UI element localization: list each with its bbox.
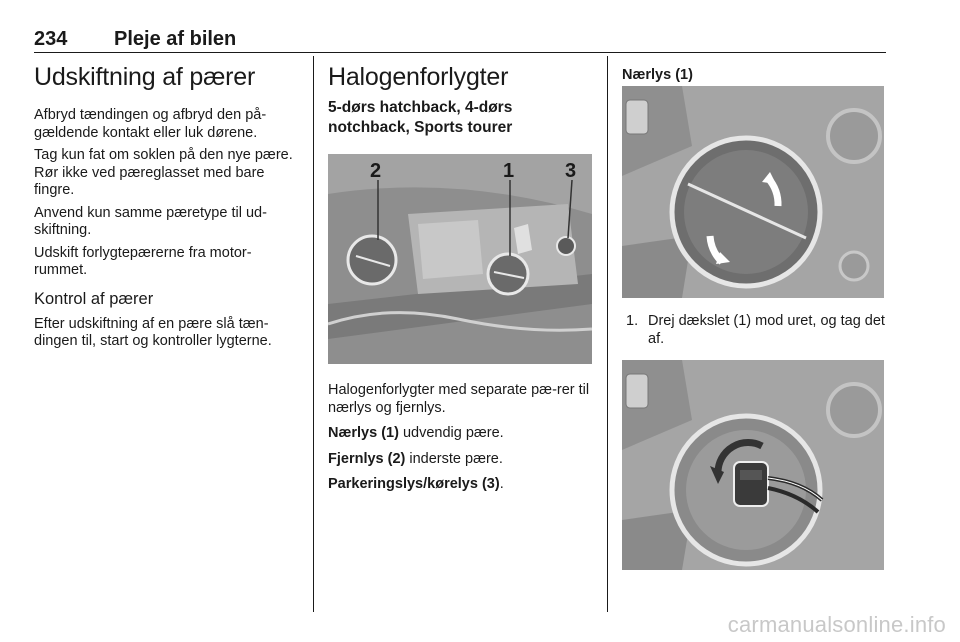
item-high-beam — [328, 451, 594, 469]
subheading-bulb-check: Kontrol af pærer — [34, 289, 154, 308]
item-text: . — [499, 476, 504, 492]
paragraph: Afbryd tændingen og afbryd den på-gældende kontakt eller luk dørene. — [34, 107, 267, 141]
cover-removal-figure — [622, 86, 884, 298]
column-divider — [607, 56, 608, 612]
headlight-illustration — [328, 154, 592, 364]
figure-label-2: 2 — [370, 160, 382, 182]
item-parking-light — [328, 476, 594, 494]
cover-illustration — [622, 86, 884, 298]
paragraph: Efter udskiftning af en pære slå tæn-dingen til, start og kontroller lygterne. — [34, 315, 272, 349]
figure-label-1: 1 — [503, 160, 515, 182]
figure-caption: Halogenforlygter med separate pæ-rer til nærlys og fjernlys. — [328, 382, 590, 416]
watermark-text: carmanualsonline.info — [727, 612, 946, 637]
section-title: Pleje af bilen — [114, 28, 237, 50]
low-beam-label: Nærlys (1) — [622, 67, 693, 83]
page-number: 234 — [34, 28, 68, 50]
page-header — [34, 26, 886, 53]
item-label: Fjernlys (2) — [328, 450, 406, 467]
column-low-beam — [622, 62, 886, 570]
step-1 — [622, 312, 886, 348]
item-label: Parkeringslys/kørelys (3) — [328, 476, 500, 492]
step-number: 1. — [626, 313, 639, 329]
item-low-beam — [328, 425, 594, 443]
item-text: inderste pære. — [405, 450, 503, 467]
paragraph: Tag kun fat om soklen på den nye pære. Rør ikke ved pæreglasset med bare fingre. — [34, 147, 293, 198]
paragraph: Udskift forlygtepærerne fra motor-rummet. — [34, 244, 252, 278]
figure-label-3: 3 — [565, 160, 577, 182]
column-bulb-replacement — [34, 62, 302, 356]
step-text: Drej dækslet (1) mod uret, og tag det af. — [648, 313, 885, 347]
column-divider — [313, 56, 314, 612]
item-label: Nærlys (1) — [328, 425, 399, 441]
subheading-body-types: 5-dørs hatchback, 4-dørs notchback, Sports tourer — [328, 99, 513, 136]
connector-illustration — [622, 360, 884, 570]
column-halogen-headlights — [328, 62, 594, 499]
heading-bulb-replacement: Udskiftning af pærer — [34, 63, 256, 91]
item-text: udvendig pære. — [398, 425, 504, 441]
paragraph: Anvend kun samme pæretype til ud-skiftning. — [34, 204, 267, 238]
heading-halogen: Halogenforlygter — [328, 63, 509, 91]
connector-figure — [622, 360, 884, 570]
headlight-overview-figure — [328, 154, 592, 364]
